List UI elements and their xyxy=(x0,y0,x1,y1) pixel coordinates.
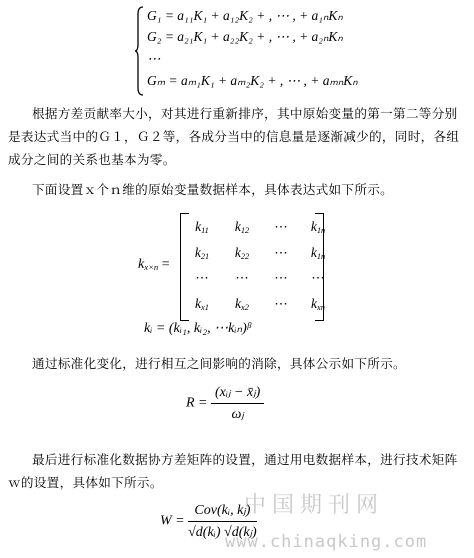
matrix-cell: $k_{1n}$ xyxy=(310,219,326,236)
equation-g1: G₁ = a₁₁K₁ + a₁₂K₂ + , ⋯ , + a₁ₙKₙ xyxy=(147,8,343,23)
matrix-cell: $k_{11}$ xyxy=(195,219,209,236)
matrix-cell: ⋯ xyxy=(274,219,288,234)
w-equation-numerator: Cov(kᵢ, kⱼ) xyxy=(188,502,257,522)
matrix-cell: ⋯ xyxy=(195,270,209,285)
equation-gm: Gₘ = aₘ₁K₁ + aₘ₂K₂ + , ⋯ , + aₘₙKₙ xyxy=(147,73,358,88)
r-equation-fraction xyxy=(211,384,264,423)
paragraph-text: 通过标准化变化，进行相互之间影响的消除，具体公示如下所示。 xyxy=(32,356,406,371)
equation-ellipsis: ⋯ xyxy=(147,51,161,66)
sample-matrix xyxy=(138,213,338,319)
equation-system xyxy=(135,6,375,96)
matrix-cell: ⋯ xyxy=(274,270,288,285)
matrix-cell: $k_{1n}$ xyxy=(310,245,326,262)
paragraph-covariance xyxy=(8,448,466,494)
paragraph-standardization xyxy=(8,352,466,375)
paragraph-text: 根据方差贡献率大小，对其进行重新排序，其中原始变量的第一第二等分别是表达式当中的Ｇ１，Ｇ２等，各成分当中的信息量是逐渐减少的，同时，各组成分之间的关系也基本为零。 xyxy=(8,106,460,167)
matrix-cell: $k_{22}$ xyxy=(234,245,250,262)
r-equation-numerator: (xᵢⱼ − x̄ⱼ) xyxy=(211,384,264,404)
r-equation-denominator: ωⱼ xyxy=(231,407,244,422)
matrix-cell: $k_{xn}$ xyxy=(311,296,325,313)
matrix-cell: $k_{x1}$ xyxy=(195,296,209,313)
paragraph-text: 下面设置ｘ个ｎ维的原始变量数据样本，具体表达式如下所示。 xyxy=(32,182,394,197)
watermark-cn: 中国期刊网 xyxy=(244,493,385,518)
w-equation-fraction xyxy=(188,502,257,541)
matrix-cell: $k_{x2}$ xyxy=(235,296,249,313)
matrix-cell: ⋯ xyxy=(274,296,288,311)
watermark-url: www.chinaqking.com xyxy=(225,532,428,552)
vector-equation: kᵢ = (kᵢ₁, kᵢ₂, ⋯kᵢₙ)ᵝ xyxy=(144,321,251,336)
matrix-cell: $k_{21}$ xyxy=(194,245,210,262)
matrix-cell: ⋯ xyxy=(311,270,325,285)
w-equation xyxy=(160,502,257,541)
matrix-cell: $k_{12}$ xyxy=(234,219,250,236)
matrix-lhs: $k_{x\times n}$ = xyxy=(138,257,170,273)
paragraph-text: 最后进行标准化数据协方差矩阵的设置，通过用电数据样本，进行技术矩阵ｗ的设置，具体如下所示。 xyxy=(8,452,458,490)
left-brace xyxy=(135,6,144,96)
r-equation-lhs: R = xyxy=(186,395,208,411)
matrix-cell: ⋯ xyxy=(235,270,249,285)
equation-g2: G₂ = a₂₁K₁ + a₂₂K₂ + , ⋯ , + a₂ₙKₙ xyxy=(147,29,343,44)
paragraph-variance-ordering xyxy=(8,102,466,171)
matrix-cell: ⋯ xyxy=(274,245,288,260)
r-equation xyxy=(186,384,264,423)
paragraph-sample-intro xyxy=(8,178,466,201)
w-equation-denominator: √d(kᵢ) √d(kⱼ) xyxy=(188,525,257,540)
w-equation-lhs: W = xyxy=(160,513,185,529)
